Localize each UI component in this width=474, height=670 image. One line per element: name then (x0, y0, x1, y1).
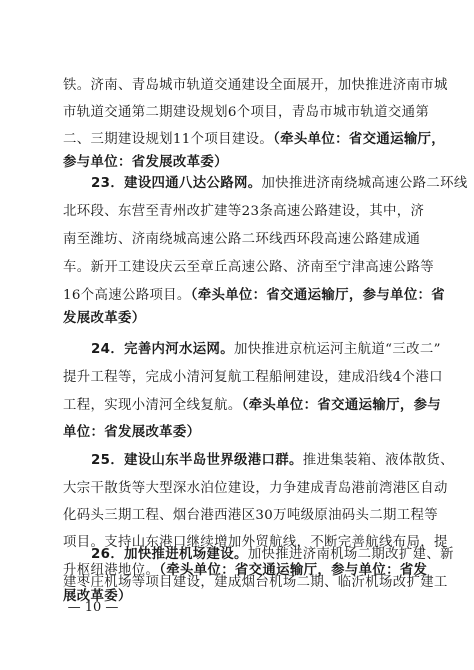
bold-text-run: 单位：省发展改革委） (63, 425, 201, 440)
text-run: 二、三期建设规划11个项目建设。 (63, 132, 274, 147)
text-run: 南至潍坊、济南绕城高速公路二环线西环段高速公路建成通 (63, 232, 421, 247)
text-line (63, 285, 446, 307)
text-line (63, 152, 413, 174)
text-line (63, 478, 448, 500)
text-line (63, 505, 438, 527)
text-line (63, 367, 443, 389)
text-line (63, 395, 442, 417)
text-run: 升枢纽港地位。 (63, 563, 160, 578)
text-line (91, 339, 441, 361)
text-run: 建枣庄机场等项目建设，建成烟台机场二期、临沂机场改扩建工 (63, 575, 448, 590)
text-run: 北环段、东营至青州改扩建等23条高速公路建设，其中，济 (63, 204, 425, 219)
text-run: 加快推进济南机场二期改扩建、新 (247, 547, 454, 562)
bold-text-run: 展改革委） (63, 589, 132, 604)
text-run: 16个高速公路项目。 (63, 288, 191, 303)
text-line (63, 257, 434, 279)
text-line (63, 572, 448, 594)
text-run: 铁。济南、青岛城市轨道交通建设全面展开，加快推进济南市城 (63, 78, 448, 93)
text-run: 化码头三期工程、烟台港西港区30万吨级原油码头二期工程等 (63, 508, 438, 523)
text-line (63, 422, 413, 444)
text-line (63, 308, 413, 330)
text-line (63, 229, 421, 251)
bold-text-run: （牵头单位：省交通运输厅，参与单位：省 (190, 288, 446, 303)
text-run: 项目。支持山东港口继续增加外贸航线，不断完善航线布局，提 (63, 535, 448, 550)
text-line (63, 129, 446, 151)
text-run: 加快推进济南绕城高速公路二环线 (261, 176, 468, 191)
bold-text-run: （牵头单位：省交通运输厅， (273, 132, 446, 147)
bold-text-run: 参与单位：省发展改革委） (63, 155, 228, 170)
bold-text-run: 25．建设山东半岛世界级港口群。 (91, 453, 303, 468)
text-run: 工程，实现小清河全线复航。 (63, 398, 242, 413)
text-run: 推进集装箱、液体散货、 (302, 453, 454, 468)
text-line (91, 450, 454, 472)
bold-text-run: 发展改革委） (63, 311, 146, 326)
text-run: 市轨道交通第二期建设规划6个项目，青岛市城市轨道交通第 (63, 105, 430, 120)
page-number: — 10 — (67, 600, 119, 615)
text-line (63, 75, 448, 97)
text-line (63, 102, 430, 124)
text-line (91, 173, 468, 195)
text-line (91, 544, 454, 566)
bold-text-run: 24．完善内河水运网。 (91, 342, 234, 357)
bold-text-run: （牵头单位：省交通运输厅，参与单位：省发 (159, 563, 428, 578)
text-run: 车。新开工建设庆云至章丘高速公路、济南至宁津高速公路等 (63, 260, 434, 275)
text-run: 加快推进京杭运河主航道“三改二” (234, 342, 441, 357)
bold-text-run: （牵头单位：省交通运输厅，参与 (241, 398, 442, 413)
text-run: 提升工程等，完成小清河复航工程船闸建设，建成沿线4个港口 (63, 370, 443, 385)
text-run: 大宗干散货等大型深水泊位建设，力争建成青岛港前湾港区自动 (63, 481, 448, 496)
bold-text-run: 23．建设四通八达公路网。 (91, 176, 262, 191)
bold-text-run: 26．加快推进机场建设。 (91, 547, 248, 562)
text-line (63, 201, 425, 223)
